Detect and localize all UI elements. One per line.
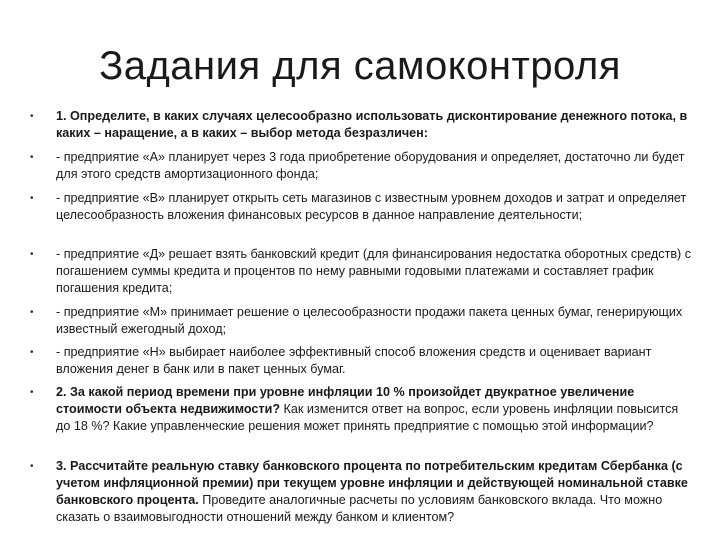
bullet-icon: • <box>30 152 34 163</box>
page-title: Задания для самоконтроля <box>99 44 621 88</box>
bullet-icon: • <box>30 307 34 318</box>
list-item <box>56 458 696 526</box>
item-text: - предприятие «В» планирует открыть сеть магазинов с известным уровнем доходов и затрат и определяет целесообразность вложения финансовых ресурсов в данное направление деятельности; <box>56 191 687 222</box>
item-text: Проведите аналогичные расчеты по условиям банковского вклада. Что можно сказать о взаимовыгодности отношений между банком и клиентом? <box>56 493 663 524</box>
list-item <box>56 344 696 378</box>
question-text: 3. Рассчитайте реальную ставку банковского процента по потребительским кредитам Сбербанка (с учетом инфляционной премии) при текущем уровне инфляции и действующей номинальной ставке банковского процента. <box>56 459 688 507</box>
item-text: - предприятие «М» принимает решение о целесообразности продажи пакета ценных бумаг, генерирующих известный ежегодный доход; <box>56 305 683 336</box>
bullet-icon: • <box>30 387 34 398</box>
bullet-icon: • <box>30 461 34 472</box>
bullet-icon: • <box>30 249 34 260</box>
item-text: - предприятие «А» планирует через 3 года приобретение оборудования и определяет, достаточно ли будет для этого средств амортизационного фонда; <box>56 150 685 181</box>
question-text: 2. За какой период времени при уровне инфляции 10 % произойдет двукратное увеличение стоимости объекта недвижимости? <box>56 385 635 416</box>
list-item <box>56 108 696 142</box>
list-item <box>56 304 696 338</box>
bullet-icon: • <box>30 111 34 122</box>
question-text: 1. Определите, в каких случаях целесообразно использовать дисконтирование денежного потока, в каких – наращение, а в каких – выбор метода безразличен: <box>56 109 688 140</box>
item-text: - предприятие «Д» решает взять банковский кредит (для финансирования недостатка оборотных средств) с погашением суммы кредита и процентов по нему равными годовыми платежами и составляет график погашения кредита; <box>56 247 692 295</box>
item-text: - предприятие «Н» выбирает наиболее эффективный способ вложения средств и оценивает вариант вложения денег в банк или в пакет ценных бумаг. <box>56 345 652 376</box>
list-item <box>56 384 696 435</box>
item-text: Как изменится ответ на вопрос, если уровень инфляции повысится до 18 %? Какие управленческие решения может принять предприятие с помощью этой информации? <box>56 402 679 433</box>
list-item <box>56 190 696 224</box>
bullet-icon: • <box>30 347 34 358</box>
list-item <box>56 149 696 183</box>
task-list <box>0 108 720 536</box>
list-item <box>56 246 696 297</box>
bullet-icon: • <box>30 193 34 204</box>
